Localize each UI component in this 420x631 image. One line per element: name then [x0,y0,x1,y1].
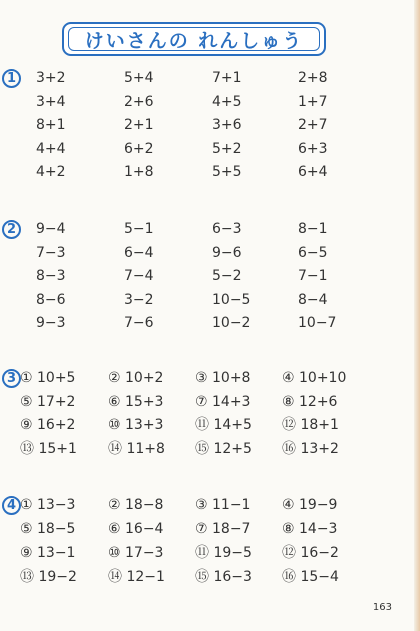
math-problem: 10−5 [212,291,251,308]
math-problem: 4+2 [36,164,66,180]
math-problem: 1+8 [124,164,154,180]
math-problem: 2+7 [298,117,328,133]
title-box [62,22,326,56]
problem-row [0,494,420,516]
math-problem: ⑥ 15+3 [108,393,164,410]
math-problem: ⑭ 12−1 [108,569,165,585]
math-problem: 2+6 [124,93,154,110]
problem-row [0,289,420,311]
math-problem: ⑧ 12+6 [282,393,338,410]
math-problem: 6−3 [212,221,242,237]
math-problem: 5+2 [212,140,242,157]
math-problem: 2+1 [124,117,154,133]
problem-row [0,242,420,264]
problem-row [0,438,420,460]
math-problem: ⑦ 18−7 [195,521,251,537]
math-problem: ⑬ 19−2 [20,569,77,585]
math-problem: 5+4 [124,70,154,86]
problem-row [0,367,420,389]
problem-row [0,218,420,240]
math-problem: ⑪ 19−5 [195,545,252,561]
math-problem: 6+3 [298,140,328,157]
math-problem: ⑩ 13+3 [108,417,164,433]
math-problem: 5+5 [212,164,242,180]
math-problem: 9−3 [36,315,66,331]
math-problem: 4+5 [212,93,242,110]
math-problem: ⑧ 14−3 [282,521,338,537]
math-problem: ⑤ 18−5 [20,521,76,537]
math-problem: 6−4 [124,244,154,261]
section-number-badge: 4 [2,496,21,515]
math-problem: ③ 11−1 [195,497,251,513]
math-problem: ⑤ 17+2 [20,393,76,410]
math-problem: 3+2 [36,70,66,86]
math-problem: ① 10+5 [20,370,76,386]
problem-row [0,138,420,160]
math-problem: 10−7 [298,315,337,331]
math-problem: 8−6 [36,291,66,308]
math-problem: 8−1 [298,221,328,237]
math-problem: ⑨ 13−1 [20,545,76,561]
math-problem: 7−1 [298,268,328,284]
math-problem: 7+1 [212,70,242,86]
problem-row [0,265,420,287]
section-number-badge: 1 [2,69,21,88]
problem-row [0,414,420,436]
math-problem: ⑪ 14+5 [195,417,252,433]
math-problem: 5−1 [124,221,154,237]
math-problem: 7−4 [124,268,154,284]
math-problem: ⑫ 16−2 [282,545,339,561]
math-problem: 8−3 [36,268,66,284]
math-problem: 3+4 [36,93,66,110]
section-number-badge: 3 [2,369,21,388]
math-problem: ⑩ 17−3 [108,545,164,561]
problem-row [0,518,420,540]
math-problem: ⑦ 14+3 [195,393,251,410]
math-problem: ④ 10+10 [282,370,347,386]
math-problem: ⑯ 13+2 [282,440,339,457]
problem-row [0,161,420,183]
problem-row [0,542,420,564]
math-problem: ⑭ 11+8 [108,440,165,457]
math-problem: 1+7 [298,93,328,110]
math-problem: 3−2 [124,291,154,308]
math-problem: ④ 19−9 [282,497,338,513]
math-problem: 9−4 [36,221,66,237]
math-problem: ⑬ 15+1 [20,440,77,457]
problem-row [0,566,420,588]
math-problem: ⑨ 16+2 [20,417,76,433]
math-problem: 7−3 [36,244,66,261]
math-problem: 6+2 [124,140,154,157]
math-problem: 9−6 [212,244,242,261]
math-problem: ⑮ 12+5 [195,440,252,457]
math-problem: ⑯ 15−4 [282,569,339,585]
math-problem: 5−2 [212,268,242,284]
math-problem: 8+1 [36,117,66,133]
problem-row [0,67,420,89]
page-title: けいさんの れんしゅう [84,29,304,52]
math-problem: ⑮ 16−3 [195,569,252,585]
problem-row [0,391,420,413]
page-number: 163 [372,602,392,613]
math-problem: ③ 10+8 [195,370,251,386]
math-problem: 8−4 [298,291,328,308]
math-problem: 2+8 [298,70,328,86]
problem-row [0,312,420,334]
math-problem: 3+6 [212,117,242,133]
math-problem: ① 13−3 [20,497,76,513]
math-problem: ⑥ 16−4 [108,521,164,537]
math-problem: ⑫ 18+1 [282,417,339,433]
math-problem: 4+4 [36,140,66,157]
problem-row [0,91,420,113]
math-problem: ② 10+2 [108,370,164,386]
problem-row [0,114,420,136]
math-problem: 6+4 [298,164,328,180]
math-problem: 10−2 [212,315,251,331]
section-number-badge: 2 [2,220,21,239]
math-problem: 6−5 [298,244,328,261]
math-problem: 7−6 [124,315,154,331]
math-problem: ② 18−8 [108,497,164,513]
title-inner-border [68,27,320,51]
